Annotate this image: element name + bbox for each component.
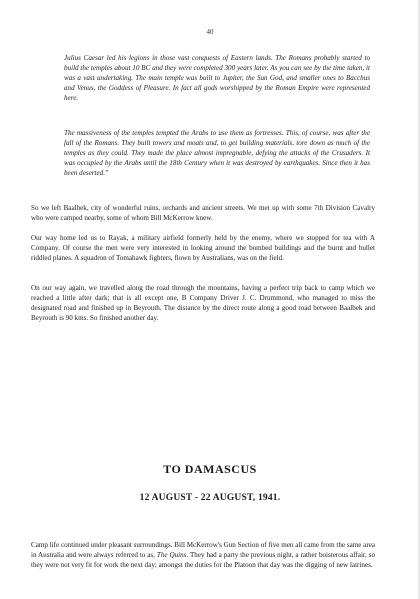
- camp-life-text-start: Camp life continued under pleasant surroundings. Bill McKerrow's Gun Section of five men all came from the same area in Australia and were always referred to as,: [31, 541, 375, 559]
- camp-life-text-end: . They had a party the previous night, a rather boisterous affair, so they were not very fit for work the next day; amongst the duties for the Platoon that day was the digging of new latrines.: [31, 550, 375, 569]
- the-quins-emphasis: The Quins: [156, 550, 187, 559]
- paragraph-camp-life: [31, 541, 375, 571]
- page-number: 40: [206, 28, 214, 36]
- section-dates: 12 AUGUST - 22 AUGUST, 1941.: [139, 493, 281, 503]
- quote-arab-fortresses: The massiveness of the temples tempted the Arabs to use them as fortresses. This, of course, was after the fall of the Romans. They built towers and moats and, to get building materials, tore down as much of the temples as they could. They made the place almost impregnable, defying the attacks of the Crusaders. It was occupied by the Arabs until the 18th Century when it was destroyed by earthquakes. Since then it has been deserted.": [64, 129, 370, 177]
- paragraph-rayak-airfield: Our way home led us to Rayak, a military airfield formerly held by the enemy, where we stopped for tea with A Company. Of course the men were very interested in looking around the bombed buildings and the burnt and bullet riddled planes. A squadron of Tomahawk fighters, flown by Australians, was on the field.: [31, 234, 375, 262]
- section-title: TO DAMASCUS: [163, 462, 257, 476]
- paragraph-return-trip: On our way again, we travelled along the road through the mountains, having a perfect trip back to camp which we reached a little after dark; that is all except one, B Company Driver J. C. Drummond, who managed to miss the designated road and finished up in Beyrouth. The distance by the direct route along a good road between Baalbek and Beyrouth is 90 kms. So finished another day.: [31, 284, 375, 322]
- quote-roman-temples: Julius Caesar led his legions in those vast conquests of Eastern lands. The Romans probably started to build the temples about 10 BC and they were completed 300 years later. As you can see by the time taken, it was a vast undertaking. The main temple was built to Jupiter, the Sun God, and smaller ones to Bacchus and Venus, the Goddess of Pleasure. In fact all gods worshipped by the Roman Empire were represented here.: [64, 54, 370, 102]
- paragraph-left-baalbek: So we left Baalbek, city of wonderful ruins, orchards and ancient streets. We met up with some 7th Division Cavalry who were camped nearby, some of whom Bill McKerrow knew.: [31, 204, 375, 222]
